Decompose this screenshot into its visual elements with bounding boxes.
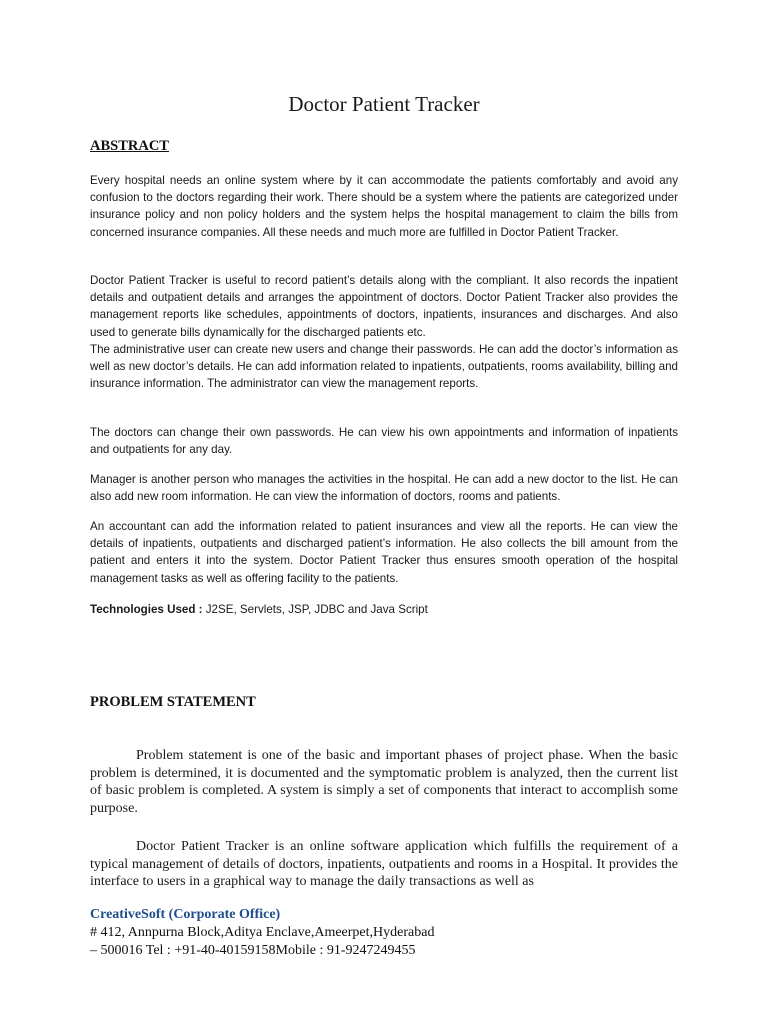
abstract-heading: ABSTRACT [90,138,169,154]
abstract-paragraph-5: Manager is another person who manages the activities in the hospital. He can add a new doctor to the list. He can also add new room information. He can view the information of doctors, rooms and patients. [90,473,678,504]
abstract-paragraph-2: Doctor Patient Tracker is useful to record patient’s details along with the compliant. It also records the inpatient details and outpatient details and arranges the appointment of doctors. Doctor Patient Tracker also provides the management reports like schedules, appointments of doctors, inpatients, insurances and discharges. And also used to generate bills dynamically for the discharged patients etc. [90,274,678,339]
problem-paragraph-2: Doctor Patient Tracker is an online software application which fulfills the requirement of a typical management of details of doctors, inpatients, outpatients and rooms in a Hospital. It provides the interface to users in a graphical way to manage the daily transactions as well as [90,839,678,890]
problem-statement-heading: PROBLEM STATEMENT [90,694,256,710]
document-title: Doctor Patient Tracker [288,92,480,116]
abstract-paragraph-4: The doctors can change their own passwords. He can view his own appointments and information of inpatients and outpatients for any day. [90,426,678,457]
footer-address-line-2: – 500016 Tel : +91-40-40159158Mobile : 91-9247249455 [90,943,416,958]
abstract-paragraph-3: The administrative user can create new users and change their passwords. He can add the doctor’s information as well as new doctor’s details. He can add information related to inpatients, outpatients, rooms availability, billing and insurance information. The administrator can view the management reports. [90,343,678,391]
technologies-label: Technologies Used : [90,603,203,616]
abstract-paragraph-1: Every hospital needs an online system where by it can accommodate the patients comfortably and avoid any confusion to the doctors regarding their work. There should be a system where the patients are categorized under insurance policy and non policy holders and the system helps the hospital management to claim the bills from concerned insurance companies. All these needs and much more are fulfilled in Doctor Patient Tracker. [90,174,678,239]
problem-paragraph-1: Problem statement is one of the basic and important phases of project phase. When the basic problem is determined, it is documented and the symptomatic problem is analyzed, then the current list of basic problem is completed. A system is simply a set of components that interact to accomplish some purpose. [90,748,678,816]
footer-address-line-1: # 412, Annpurna Block,Aditya Enclave,Ameerpet,Hyderabad [90,925,435,940]
footer-company: CreativeSoft (Corporate Office) [90,907,281,922]
abstract-paragraph-6: An accountant can add the information related to patient insurances and view all the reports. He can view the details of inpatients, outpatients and discharged patient’s information. He also collects the bill amount from the patient and enters it into the system. Doctor Patient Tracker thus ensures smooth operation of the hospital management tasks as well as offering facility to the patients. [90,520,678,585]
footer [90,906,434,960]
technologies-used [90,601,428,618]
technologies-value: J2SE, Servlets, JSP, JDBC and Java Script [202,603,428,616]
